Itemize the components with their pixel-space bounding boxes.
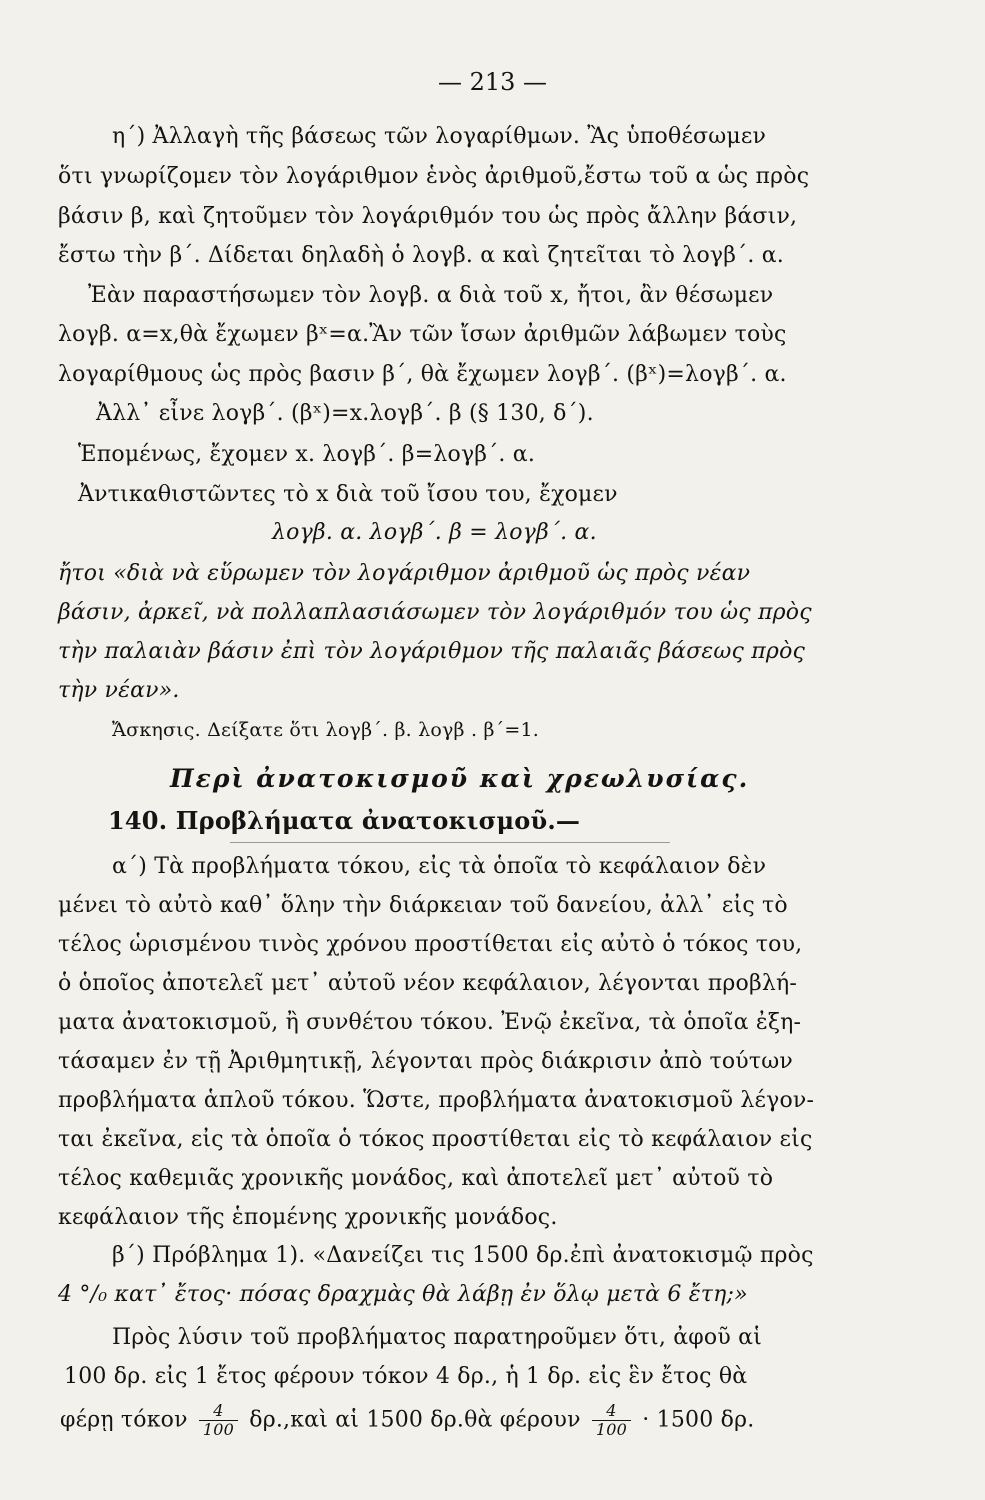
text-line: τέλος καθεμιᾶς χρονικῆς μονάδος, καὶ ἀποτελεῖ μετ᾿ αὐτοῦ τὸ	[58, 1166, 774, 1191]
text-line: μένει τὸ αὐτὸ καθ᾿ ὅλην τὴν διάρκειαν τοῦ δανείου, ἀλλ᾿ εἰς τὸ	[58, 893, 788, 918]
text-line: Ἑπομένως, ἔχομεν x. λογβ΄. β=λογβ΄. α.	[78, 442, 536, 467]
fraction-line	[60, 1402, 835, 1439]
subsection-heading: 140. Προβλήματα ἀνατοκισμοῦ.—	[108, 806, 581, 835]
text-line: ἤτοι «διὰ νὰ εὕρωμεν τὸν λογάριθμον ἀριθμοῦ ὡς πρὸς νέαν	[58, 561, 751, 586]
numerator: 4	[592, 1402, 631, 1421]
text-line: ἔστω τὴν β΄. Δίδεται δηλαδὴ ὁ λογβ. α καὶ ζητεῖται τὸ λογβ΄. α.	[58, 243, 784, 268]
text-line: ται ἐκεῖνα, εἰς τὰ ὁποῖα ὁ τόκος προστίθεται εἰς τὸ κεφάλαιον εἰς	[58, 1127, 813, 1152]
text-line: λογβ. α=x,θὰ ἔχωμεν βˣ=α.Ἂν τῶν ἴσων ἀριθμῶν λάβωμεν τοὺς	[58, 322, 787, 347]
fraction	[199, 1402, 238, 1439]
text-line: η΄) Ἀλλαγὴ τῆς βάσεως τῶν λογαρίθμων. Ἂς ὑποθέσωμεν	[112, 124, 767, 149]
section-heading: Περὶ ἀνατοκισμοῦ καὶ χρεωλυσίας.	[170, 764, 750, 793]
text-line: Ἐὰν παραστήσωμεν τὸν λογβ. α διὰ τοῦ x, ἤτοι, ἂν θέσωμεν	[88, 283, 774, 308]
text-line: β΄) Πρόβλημα 1). «Δανείζει τις 1500 δρ.ἐπὶ ἀνατοκισμῷ πρὸς	[112, 1243, 814, 1268]
text-line: Ἀλλ᾿ εἶνε λογβ΄. (βˣ)=x.λογβ΄. β (§ 130, δ΄).	[96, 401, 594, 426]
text-line: τάσαμεν ἐν τῇ Ἀριθμητικῇ, λέγονται πρὸς διάκρισιν ἀπὸ τούτων	[58, 1049, 793, 1074]
numerator: 4	[199, 1402, 238, 1421]
text-fragment: δρ.,καὶ αἱ 1500 δρ.θὰ φέρουν	[249, 1407, 581, 1433]
fraction	[592, 1402, 631, 1439]
page-number: — 213 —	[437, 68, 548, 96]
text-line: Ἀντικαθιστῶντες τὸ x διὰ τοῦ ἴσου του, ἔχομεν	[78, 482, 618, 507]
text-line: Πρὸς λύσιν τοῦ προβλήματος παρατηροῦμεν ὅτι, ἀφοῦ αἱ	[112, 1325, 763, 1350]
text-line: λογαρίθμους ὡς πρὸς βασιν β΄, θὰ ἔχωμεν λογβ΄. (βˣ)=λογβ΄. α.	[58, 362, 787, 387]
text-line: α΄) Τὰ προβλήματα τόκου, εἰς τὰ ὁποῖα τὸ κεφάλαιον δὲν	[112, 854, 767, 879]
text-line: βάσιν, ἀρκεῖ, νὰ πολλαπλασιάσωμεν τὸν λογάριθμόν του ὡς πρὸς	[58, 600, 812, 625]
denominator: 100	[595, 1420, 628, 1439]
text-fragment: φέρῃ τόκον	[60, 1407, 188, 1433]
text-line: κεφάλαιον τῆς ἑπομένης χρονικῆς μονάδος.	[58, 1205, 558, 1230]
text-fragment: · 1500 δρ.	[642, 1407, 755, 1433]
text-line: ματα ἀνατοκισμοῦ, ἢ συνθέτου τόκου. Ἐνῷ ἐκεῖνα, τὰ ὁποῖα ἐξη-	[58, 1010, 802, 1035]
text-line: βάσιν β, καὶ ζητοῦμεν τὸν λογάριθμόν του ὡς πρὸς ἄλλην βάσιν,	[58, 204, 798, 229]
text-line: τὴν παλαιὰν βάσιν ἐπὶ τὸν λογάριθμον τῆς παλαιᾶς βάσεως πρὸς	[58, 639, 806, 664]
text-line: ὅτι γνωρίζομεν τὸν λογάριθμον ἑνὸς ἀριθμοῦ,ἔστω τοῦ α ὡς πρὸς	[58, 164, 810, 189]
text-line: τὴν νέαν».	[58, 678, 180, 703]
text-line: 4 °/₀ κατ᾿ ἔτος· πόσας δραχμὰς θὰ λάβῃ ἐν ὅλῳ μετὰ 6 ἔτη;»	[58, 1282, 748, 1307]
text-line: τέλος ὡρισμένου τινὸς χρόνου προστίθεται εἰς αὐτὸ ὁ τόκος του,	[58, 932, 803, 957]
divider	[230, 842, 670, 843]
exercise-line: Ἄσκησις. Δείξατε ὅτι λογβ΄. β. λογβ . β΄=1.	[112, 719, 539, 741]
text-line: 100 δρ. εἰς 1 ἔτος φέρουν τόκον 4 δρ., ἡ 1 δρ. εἰς ἓν ἔτος θὰ	[64, 1364, 748, 1389]
denominator: 100	[202, 1420, 235, 1439]
text-line: ὁ ὁποῖος ἀποτελεῖ μετ᾿ αὐτοῦ νέον κεφάλαιον, λέγονται προβλή-	[58, 971, 798, 996]
text-line: προβλήματα ἁπλοῦ τόκου. Ὥστε, προβλήματα ἀνατοκισμοῦ λέγον-	[58, 1088, 815, 1113]
formula-line: λογβ. α. λογβ΄. β = λογβ΄. α.	[272, 520, 597, 545]
